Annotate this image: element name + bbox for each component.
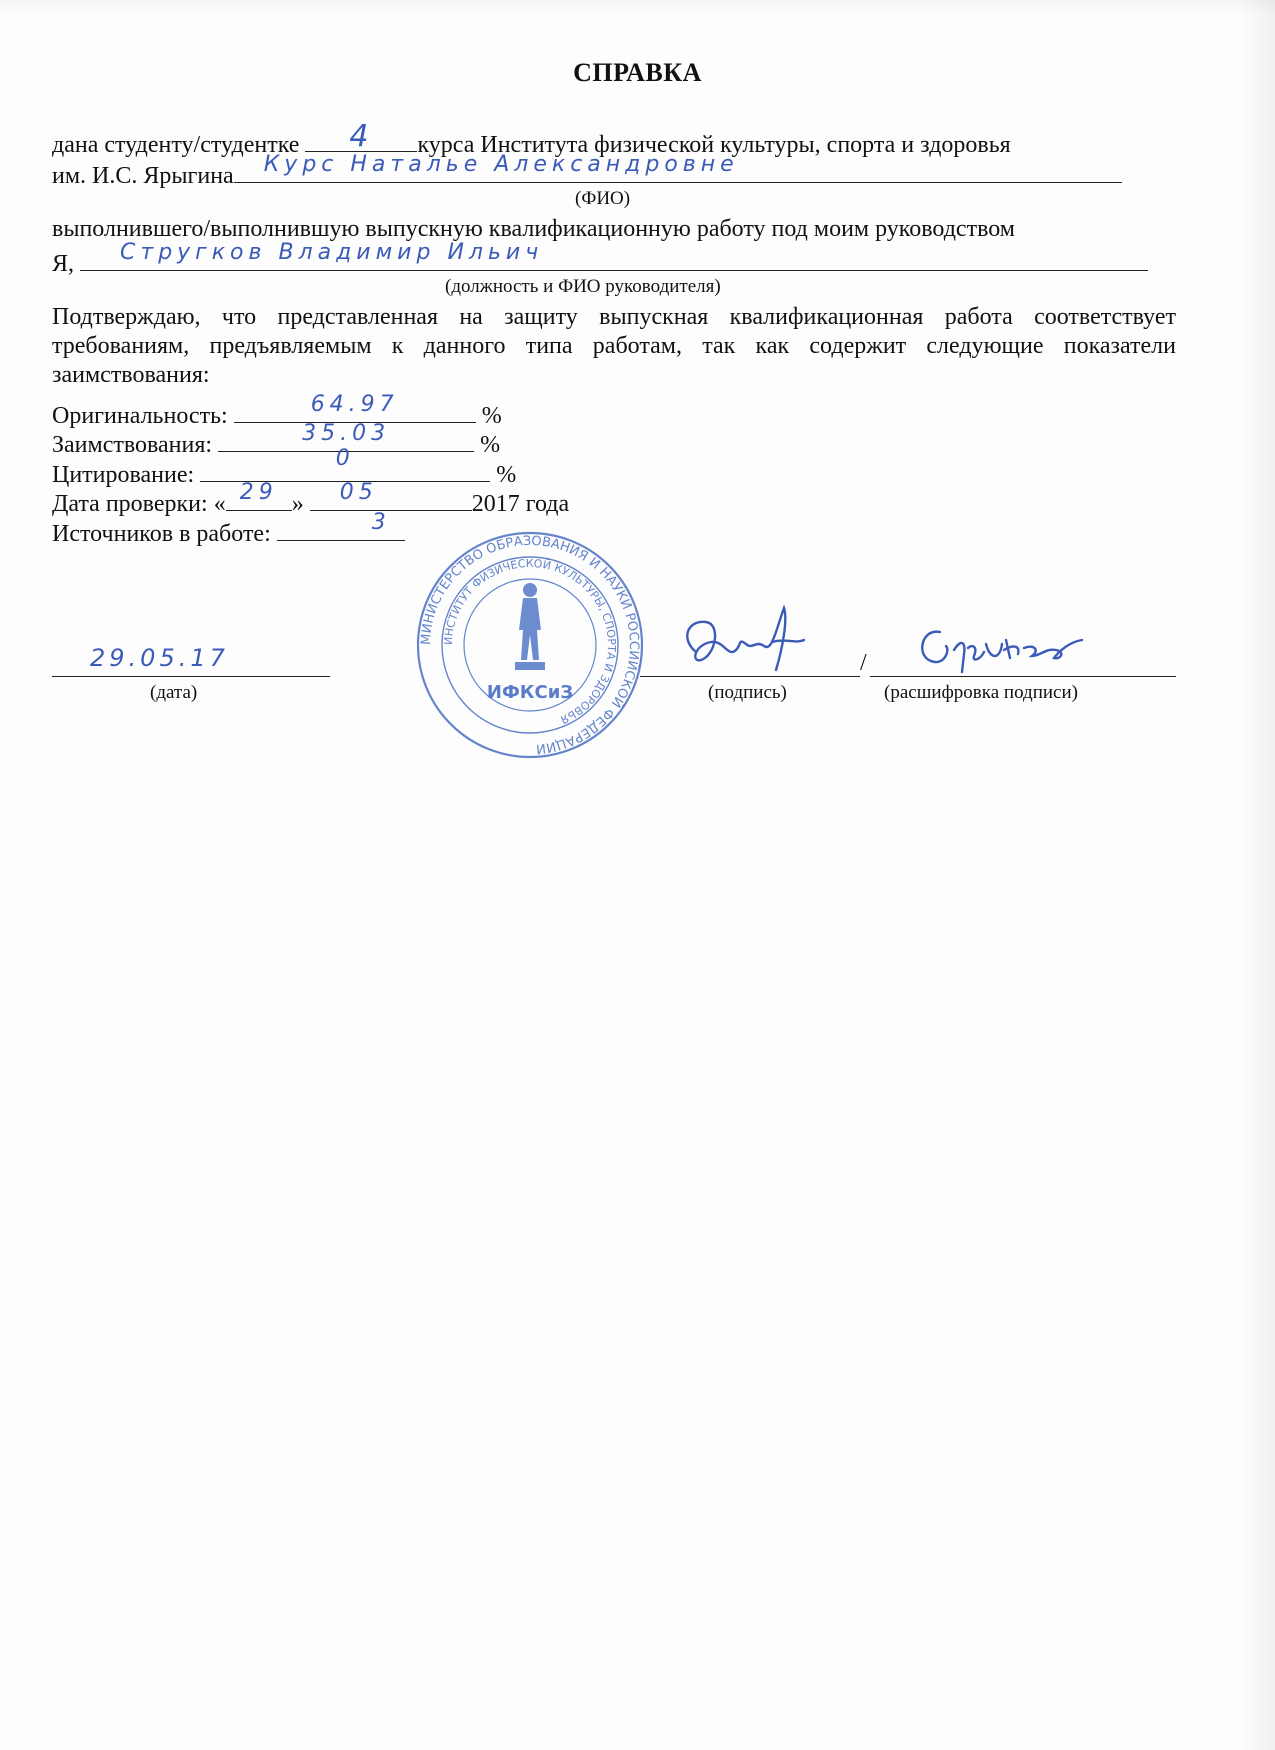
citation-percent: % <box>496 462 517 488</box>
decoding-caption: (расшифровка подписи) <box>884 682 1078 703</box>
date-year: 2017 года <box>471 491 570 517</box>
borrowing-percent: % <box>480 432 501 458</box>
date-month-field[interactable] <box>310 480 472 511</box>
originality-field[interactable] <box>234 392 476 423</box>
sources-value: 3 <box>371 510 391 535</box>
fio-caption: (ФИО) <box>575 188 631 209</box>
borrowing-value: 35.03 <box>302 421 391 446</box>
sources-field[interactable] <box>277 510 405 541</box>
institute-name: им. И.С. Ярыгина <box>52 163 234 189</box>
student-line <box>52 152 1122 190</box>
date-month-value: 05 <box>339 480 378 505</box>
supervisor-caption: (должность и ФИО руководителя) <box>445 276 721 297</box>
date-caption: (дата) <box>150 682 198 703</box>
supervisor-field[interactable] <box>80 240 1148 271</box>
originality-value: 64.97 <box>310 392 399 417</box>
course-prefix: дана студенту/студентке <box>52 132 300 158</box>
supervisor-name-value: Стругков Владимир Ильич <box>120 240 544 265</box>
date-signature-line <box>52 676 330 677</box>
institute-stamp <box>415 530 645 760</box>
document-title: СПРАВКА <box>573 58 702 87</box>
stamp-center-text: ИФКСиЗ <box>486 682 574 703</box>
scan-edge-shade <box>1239 0 1275 1750</box>
date-quote-close: » <box>291 491 304 517</box>
signature-slash: / <box>860 650 867 676</box>
sources-row <box>52 510 405 548</box>
stamp-outer-text: МИНИСТЕРСТВО ОБРАЗОВАНИЯ И НАУКИ РОССИЙСКОЙ ФЕДЕРАЦИИ <box>418 533 642 756</box>
work-line: выполнившего/выполнившую выпускную квалификационную работу под моим руководством <box>52 216 1015 242</box>
borrowing-label: Заимствования: <box>52 432 213 458</box>
confirmation-text: Подтверждаю, что представленная на защиту выпускная квалификационная работа соответствует требованиям, предъявляемым к данного типа работам, так как содержит следующие показатели заимствования: <box>52 304 1176 388</box>
student-name-value: Курс Наталье Александровне <box>263 152 739 177</box>
sources-label: Источников в работе: <box>52 521 271 547</box>
sign-date-value[interactable]: 29.05.17 <box>90 644 229 672</box>
handwritten-signature <box>676 600 836 680</box>
supervisor-prefix: Я, <box>52 251 75 277</box>
signature-caption: (подпись) <box>708 682 787 703</box>
handwritten-name-decoding <box>910 610 1090 680</box>
course-field[interactable] <box>305 119 417 154</box>
originality-label: Оригинальность: <box>52 403 228 429</box>
statue-emblem <box>515 583 545 670</box>
scan-top-shade <box>0 0 1275 14</box>
course-value: 4 <box>349 119 374 154</box>
stamp-inner-text: ИНСТИТУТ ФИЗИЧЕСКОЙ КУЛЬТУРЫ, СПОРТА И ЗДОРОВЬЯ <box>441 556 619 727</box>
citation-label: Цитирование: <box>52 462 195 488</box>
course-suffix: курса Института физической культуры, спорта и здоровья <box>417 132 1011 158</box>
citation-field[interactable] <box>200 446 490 482</box>
supervisor-line <box>52 240 1148 278</box>
citation-value: 0 <box>335 446 355 471</box>
originality-percent: % <box>481 403 502 429</box>
student-name-field[interactable] <box>234 152 1122 183</box>
date-day-value: 29 <box>239 480 278 505</box>
date-label: Дата проверки: « <box>52 491 226 517</box>
date-day-field[interactable] <box>226 480 292 511</box>
